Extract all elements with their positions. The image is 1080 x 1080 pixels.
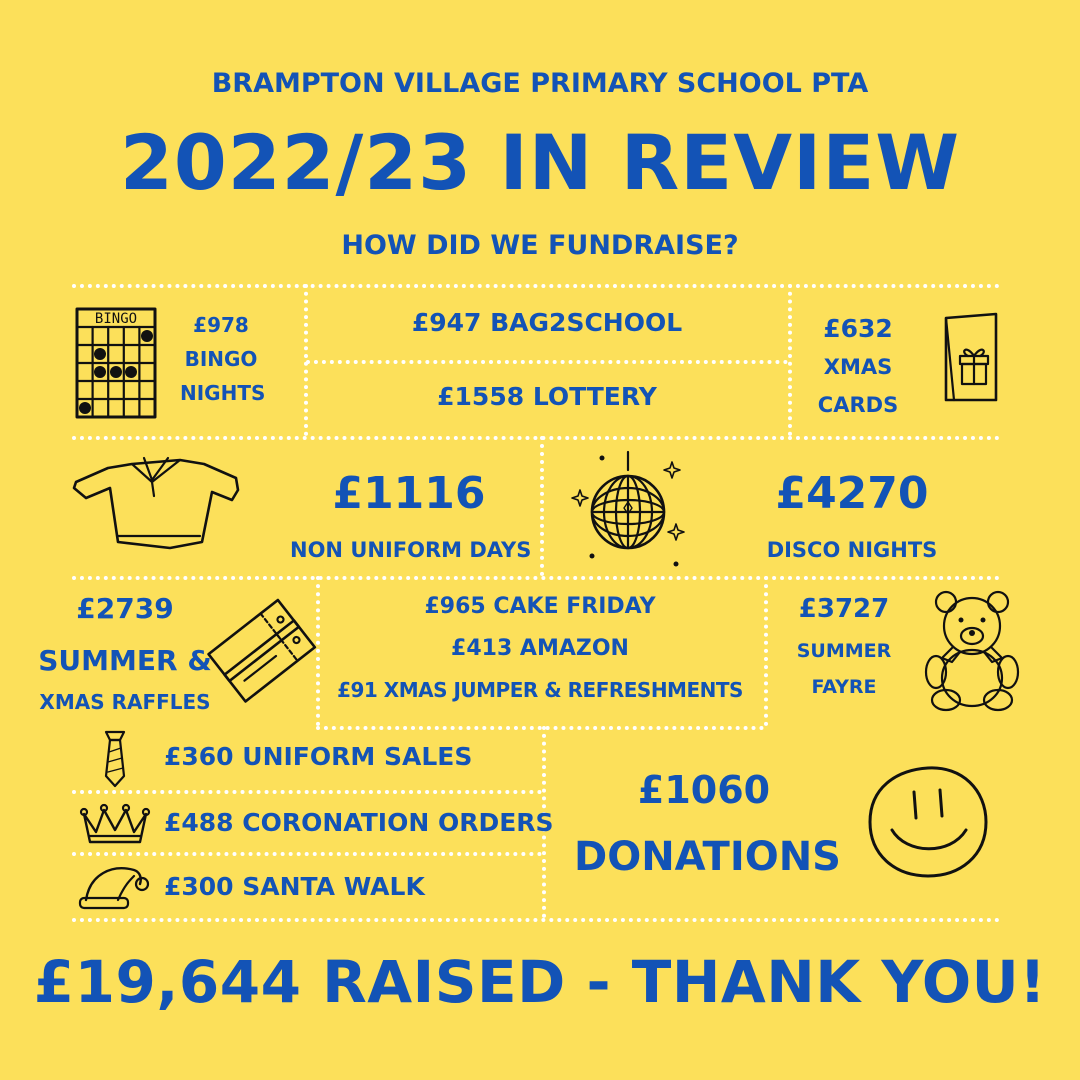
divider-v-cards (788, 284, 792, 436)
summer-fayre-label-line2: FAYRE (811, 676, 877, 698)
bag2school-text: £947 BAG2SCHOOL (411, 308, 683, 337)
non-uniform-amount: £1116 (332, 468, 486, 519)
smiley-icon (866, 764, 990, 880)
lottery-text: £1558 LOTTERY (437, 382, 657, 411)
xmas-jumper-text: £91 XMAS JUMPER & REFRESHMENTS (337, 678, 743, 702)
amazon-text: £413 AMAZON (451, 636, 629, 661)
crown-icon (78, 802, 152, 848)
divider-bottom (72, 918, 1000, 922)
divider-uniform-coronation (72, 790, 542, 794)
divider-row-3-top (72, 576, 1000, 580)
gift-card-icon (940, 312, 1000, 404)
xmas-cards-amount: £632 (823, 314, 893, 343)
xmas-cards-item (810, 310, 906, 424)
bingo-card-label: BINGO (94, 311, 138, 327)
bingo-item (180, 308, 266, 410)
bingo-card-icon (76, 308, 158, 420)
section-question: HOW DID WE FUNDRAISE? (341, 230, 739, 261)
divider-row-1-top (72, 284, 1000, 288)
page-title: 2022/23 IN REVIEW (119, 118, 961, 207)
bingo-label-line2: NIGHTS (180, 381, 266, 405)
donations-amount: £1060 (637, 768, 771, 812)
divider-v-bingo (304, 284, 308, 436)
total-raised-banner: £19,644 RAISED - THANK YOU! (33, 948, 1047, 1016)
xmas-cards-label-line2: CARDS (817, 393, 899, 417)
non-uniform-label: NON UNIFORM DAYS (290, 538, 532, 562)
raffle-tickets-icon (204, 592, 312, 700)
donations-label: DONATIONS (574, 834, 841, 880)
uniform-sales-text: £360 UNIFORM SALES (164, 742, 473, 771)
raffles-label-line2: XMAS RAFFLES (39, 690, 211, 714)
divider-bag-lottery (306, 360, 788, 364)
sweater-icon (72, 456, 242, 554)
bingo-label-line1: BINGO (184, 347, 258, 371)
school-name: BRAMPTON VILLAGE PRIMARY SCHOOL PTA (211, 68, 869, 99)
raffles-amount: £2739 (76, 592, 174, 625)
xmas-cards-label-line1: XMAS (823, 355, 893, 379)
santa-walk-text: £300 SANTA WALK (164, 872, 425, 901)
divider-v-disco (540, 436, 544, 576)
cake-friday-text: £965 CAKE FRIDAY (424, 594, 656, 619)
divider-v-fayre (764, 576, 768, 726)
teddy-bear-icon (922, 588, 1022, 712)
santa-hat-icon (78, 862, 156, 912)
divider-row-3-middle-bottom (316, 726, 764, 730)
disco-ball-icon (572, 452, 692, 572)
summer-fayre-label-line1: SUMMER (796, 640, 892, 662)
bingo-amount: £978 (193, 313, 249, 337)
raffles-label-line1: SUMMER & (38, 644, 212, 677)
summer-fayre-amount: £3727 (798, 594, 890, 624)
coronation-text: £488 CORONATION ORDERS (164, 808, 554, 837)
tie-icon (100, 730, 130, 788)
divider-row-2-top (72, 436, 1000, 440)
divider-coronation-santa (72, 852, 542, 856)
disco-amount: £4270 (775, 468, 929, 519)
disco-label: DISCO NIGHTS (766, 538, 938, 562)
